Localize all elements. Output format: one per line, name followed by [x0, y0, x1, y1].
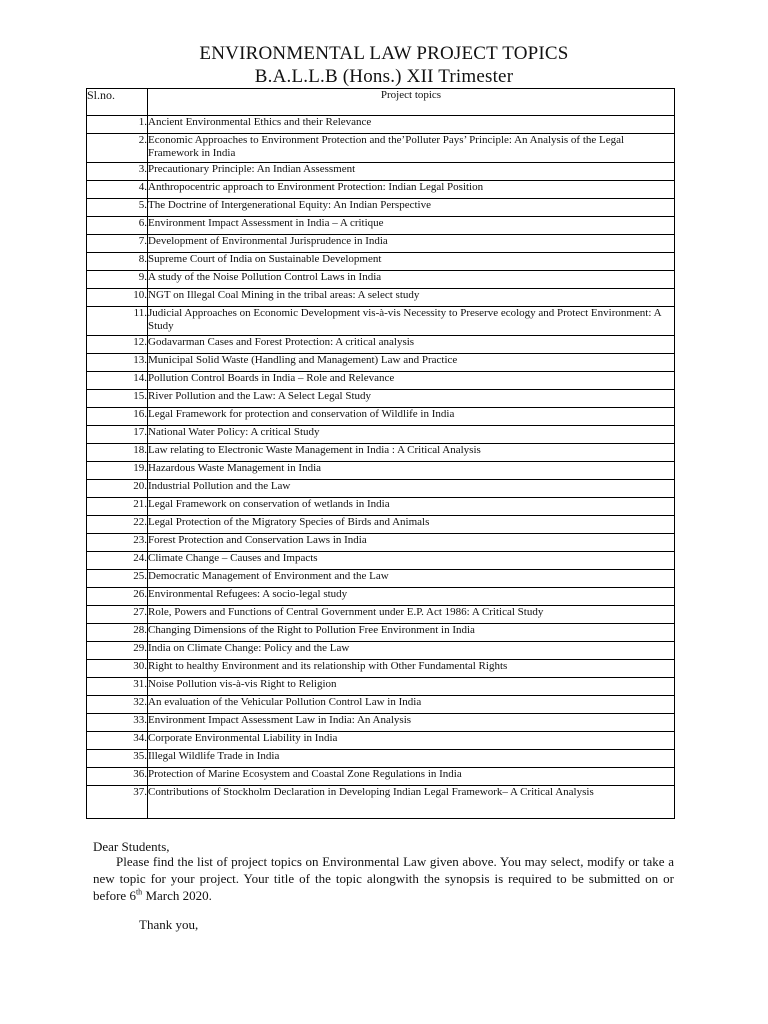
project-topic-cell: Godavarman Cases and Forest Protection: A critical analysis [148, 336, 675, 354]
serial-number-cell: 33. [87, 714, 148, 732]
table-row [87, 570, 675, 588]
serial-number-cell: 23. [87, 534, 148, 552]
project-topic-cell: Protection of Marine Ecosystem and Coastal Zone Regulations in India [148, 768, 675, 786]
serial-number-cell: 16. [87, 408, 148, 426]
serial-number-cell: 2. [87, 134, 148, 163]
table-body [87, 116, 675, 819]
table-row [87, 372, 675, 390]
serial-number-cell: 28. [87, 624, 148, 642]
table-row [87, 732, 675, 750]
serial-number-cell: 29. [87, 642, 148, 660]
project-topic-cell: Development of Environmental Jurisprudence in India [148, 235, 675, 253]
project-topic-cell: Law relating to Electronic Waste Management in India : A Critical Analysis [148, 444, 675, 462]
project-topic-cell: Illegal Wildlife Trade in India [148, 750, 675, 768]
serial-number-cell: 36. [87, 768, 148, 786]
letter-salutation: Dear Students, [93, 839, 170, 854]
project-topic-cell: Right to healthy Environment and its relationship with Other Fundamental Rights [148, 660, 675, 678]
serial-number-cell: 34. [87, 732, 148, 750]
project-topic-cell: Ancient Environmental Ethics and their Relevance [148, 116, 675, 134]
column-header-project-topics: Project topics [148, 89, 675, 116]
project-topic-cell: Role, Powers and Functions of Central Government under E.P. Act 1986: A Critical Study [148, 606, 675, 624]
project-topic-cell: Democratic Management of Environment and the Law [148, 570, 675, 588]
column-header-serial-number: Sl.no. [87, 89, 148, 116]
project-topic-cell: Municipal Solid Waste (Handling and Management) Law and Practice [148, 354, 675, 372]
project-topic-cell: NGT on Illegal Coal Mining in the tribal areas: A select study [148, 289, 675, 307]
table-row [87, 588, 675, 606]
project-topic-cell: India on Climate Change: Policy and the Law [148, 642, 675, 660]
serial-number-cell: 22. [87, 516, 148, 534]
serial-number-cell: 32. [87, 696, 148, 714]
table-row [87, 271, 675, 289]
table-row [87, 696, 675, 714]
project-topic-cell: An evaluation of the Vehicular Pollution Control Law in India [148, 696, 675, 714]
project-topic-cell: Legal Protection of the Migratory Species of Birds and Animals [148, 516, 675, 534]
project-topic-cell: Supreme Court of India on Sustainable Development [148, 253, 675, 271]
table-row [87, 336, 675, 354]
serial-number-cell: 37. [87, 786, 148, 819]
project-topic-cell: Hazardous Waste Management in India [148, 462, 675, 480]
project-topic-cell: Legal Framework for protection and conservation of Wildlife in India [148, 408, 675, 426]
serial-number-cell: 11. [87, 307, 148, 336]
serial-number-cell: 13. [87, 354, 148, 372]
table-row [87, 624, 675, 642]
project-topic-cell: Industrial Pollution and the Law [148, 480, 675, 498]
serial-number-cell: 31. [87, 678, 148, 696]
project-topic-cell: Noise Pollution vis-à-vis Right to Religion [148, 678, 675, 696]
project-topic-cell: A study of the Noise Pollution Control Laws in India [148, 271, 675, 289]
table-row [87, 253, 675, 271]
serial-number-cell: 21. [87, 498, 148, 516]
serial-number-cell: 7. [87, 235, 148, 253]
table-row [87, 552, 675, 570]
project-topic-cell: Climate Change – Causes and Impacts [148, 552, 675, 570]
document-title: ENVIRONMENTAL LAW PROJECT TOPICS [199, 43, 569, 64]
serial-number-cell: 25. [87, 570, 148, 588]
serial-number-cell: 20. [87, 480, 148, 498]
project-topic-cell: Environmental Refugees: A socio-legal study [148, 588, 675, 606]
project-topic-cell: Contributions of Stockholm Declaration in Developing Indian Legal Framework– A Critical Analysis [148, 786, 675, 819]
table-header-row [87, 89, 675, 116]
serial-number-cell: 5. [87, 199, 148, 217]
letter-body [93, 853, 674, 904]
table-row [87, 660, 675, 678]
table-row [87, 714, 675, 732]
project-topic-cell: Corporate Environmental Liability in India [148, 732, 675, 750]
serial-number-cell: 19. [87, 462, 148, 480]
serial-number-cell: 12. [87, 336, 148, 354]
project-topic-cell: Forest Protection and Conservation Laws in India [148, 534, 675, 552]
project-topic-cell: Precautionary Principle: An Indian Assessment [148, 163, 675, 181]
serial-number-cell: 27. [87, 606, 148, 624]
table-row [87, 235, 675, 253]
serial-number-cell: 9. [87, 271, 148, 289]
serial-number-cell: 4. [87, 181, 148, 199]
table-row [87, 307, 675, 336]
project-topic-cell: Pollution Control Boards in India – Role and Relevance [148, 372, 675, 390]
table-row [87, 390, 675, 408]
table-row [87, 289, 675, 307]
table-row [87, 642, 675, 660]
serial-number-cell: 3. [87, 163, 148, 181]
serial-number-cell: 35. [87, 750, 148, 768]
table-row [87, 768, 675, 786]
table-row [87, 163, 675, 181]
table-row [87, 199, 675, 217]
serial-number-cell: 8. [87, 253, 148, 271]
serial-number-cell: 18. [87, 444, 148, 462]
project-topic-cell: Economic Approaches to Environment Protection and the’Polluter Pays’ Principle: An Analysis of the Legal Framework in India [148, 134, 675, 163]
project-topic-cell: Changing Dimensions of the Right to Pollution Free Environment in India [148, 624, 675, 642]
project-topic-cell: Environment Impact Assessment in India – A critique [148, 217, 675, 235]
table-row [87, 498, 675, 516]
table-row [87, 606, 675, 624]
table-row [87, 134, 675, 163]
letter-closing: Thank you, [139, 917, 199, 932]
project-topics-table [86, 88, 675, 819]
table-row [87, 444, 675, 462]
table-row [87, 480, 675, 498]
table-row [87, 408, 675, 426]
letter-body-text: Please find the list of project topics on Environmental Law given above. You may select, modify or take a new topic for your project. Your title of the topic alongwith the synopsis is required to be submitted on or before 6 [93, 854, 674, 903]
project-topic-cell: The Doctrine of Intergenerational Equity: An Indian Perspective [148, 199, 675, 217]
serial-number-cell: 17. [87, 426, 148, 444]
table-row [87, 116, 675, 134]
project-topic-cell: River Pollution and the Law: A Select Legal Study [148, 390, 675, 408]
document-subtitle: B.A.L.L.B (Hons.) XII Trimester [254, 66, 514, 87]
serial-number-cell: 14. [87, 372, 148, 390]
serial-number-cell: 24. [87, 552, 148, 570]
letter-body-superscript: th [135, 887, 143, 897]
serial-number-cell: 15. [87, 390, 148, 408]
serial-number-cell: 6. [87, 217, 148, 235]
table-row [87, 462, 675, 480]
serial-number-cell: 10. [87, 289, 148, 307]
table-row [87, 678, 675, 696]
serial-number-cell: 1. [87, 116, 148, 134]
table-row [87, 786, 675, 819]
table-row [87, 426, 675, 444]
serial-number-cell: 26. [87, 588, 148, 606]
project-topic-cell: Environment Impact Assessment Law in India: An Analysis [148, 714, 675, 732]
project-topic-cell: National Water Policy: A critical Study [148, 426, 675, 444]
project-topic-cell: Anthropocentric approach to Environment Protection: Indian Legal Position [148, 181, 675, 199]
table-row [87, 750, 675, 768]
project-topic-cell: Judicial Approaches on Economic Development vis-à-vis Necessity to Preserve ecology and Protect Environment: A Study [148, 307, 675, 336]
table-row [87, 354, 675, 372]
table-row [87, 217, 675, 235]
table-row [87, 534, 675, 552]
project-topic-cell: Legal Framework on conservation of wetlands in India [148, 498, 675, 516]
letter-body-date: March 2020. [142, 888, 212, 903]
serial-number-cell: 30. [87, 660, 148, 678]
table-row [87, 516, 675, 534]
table-row [87, 181, 675, 199]
